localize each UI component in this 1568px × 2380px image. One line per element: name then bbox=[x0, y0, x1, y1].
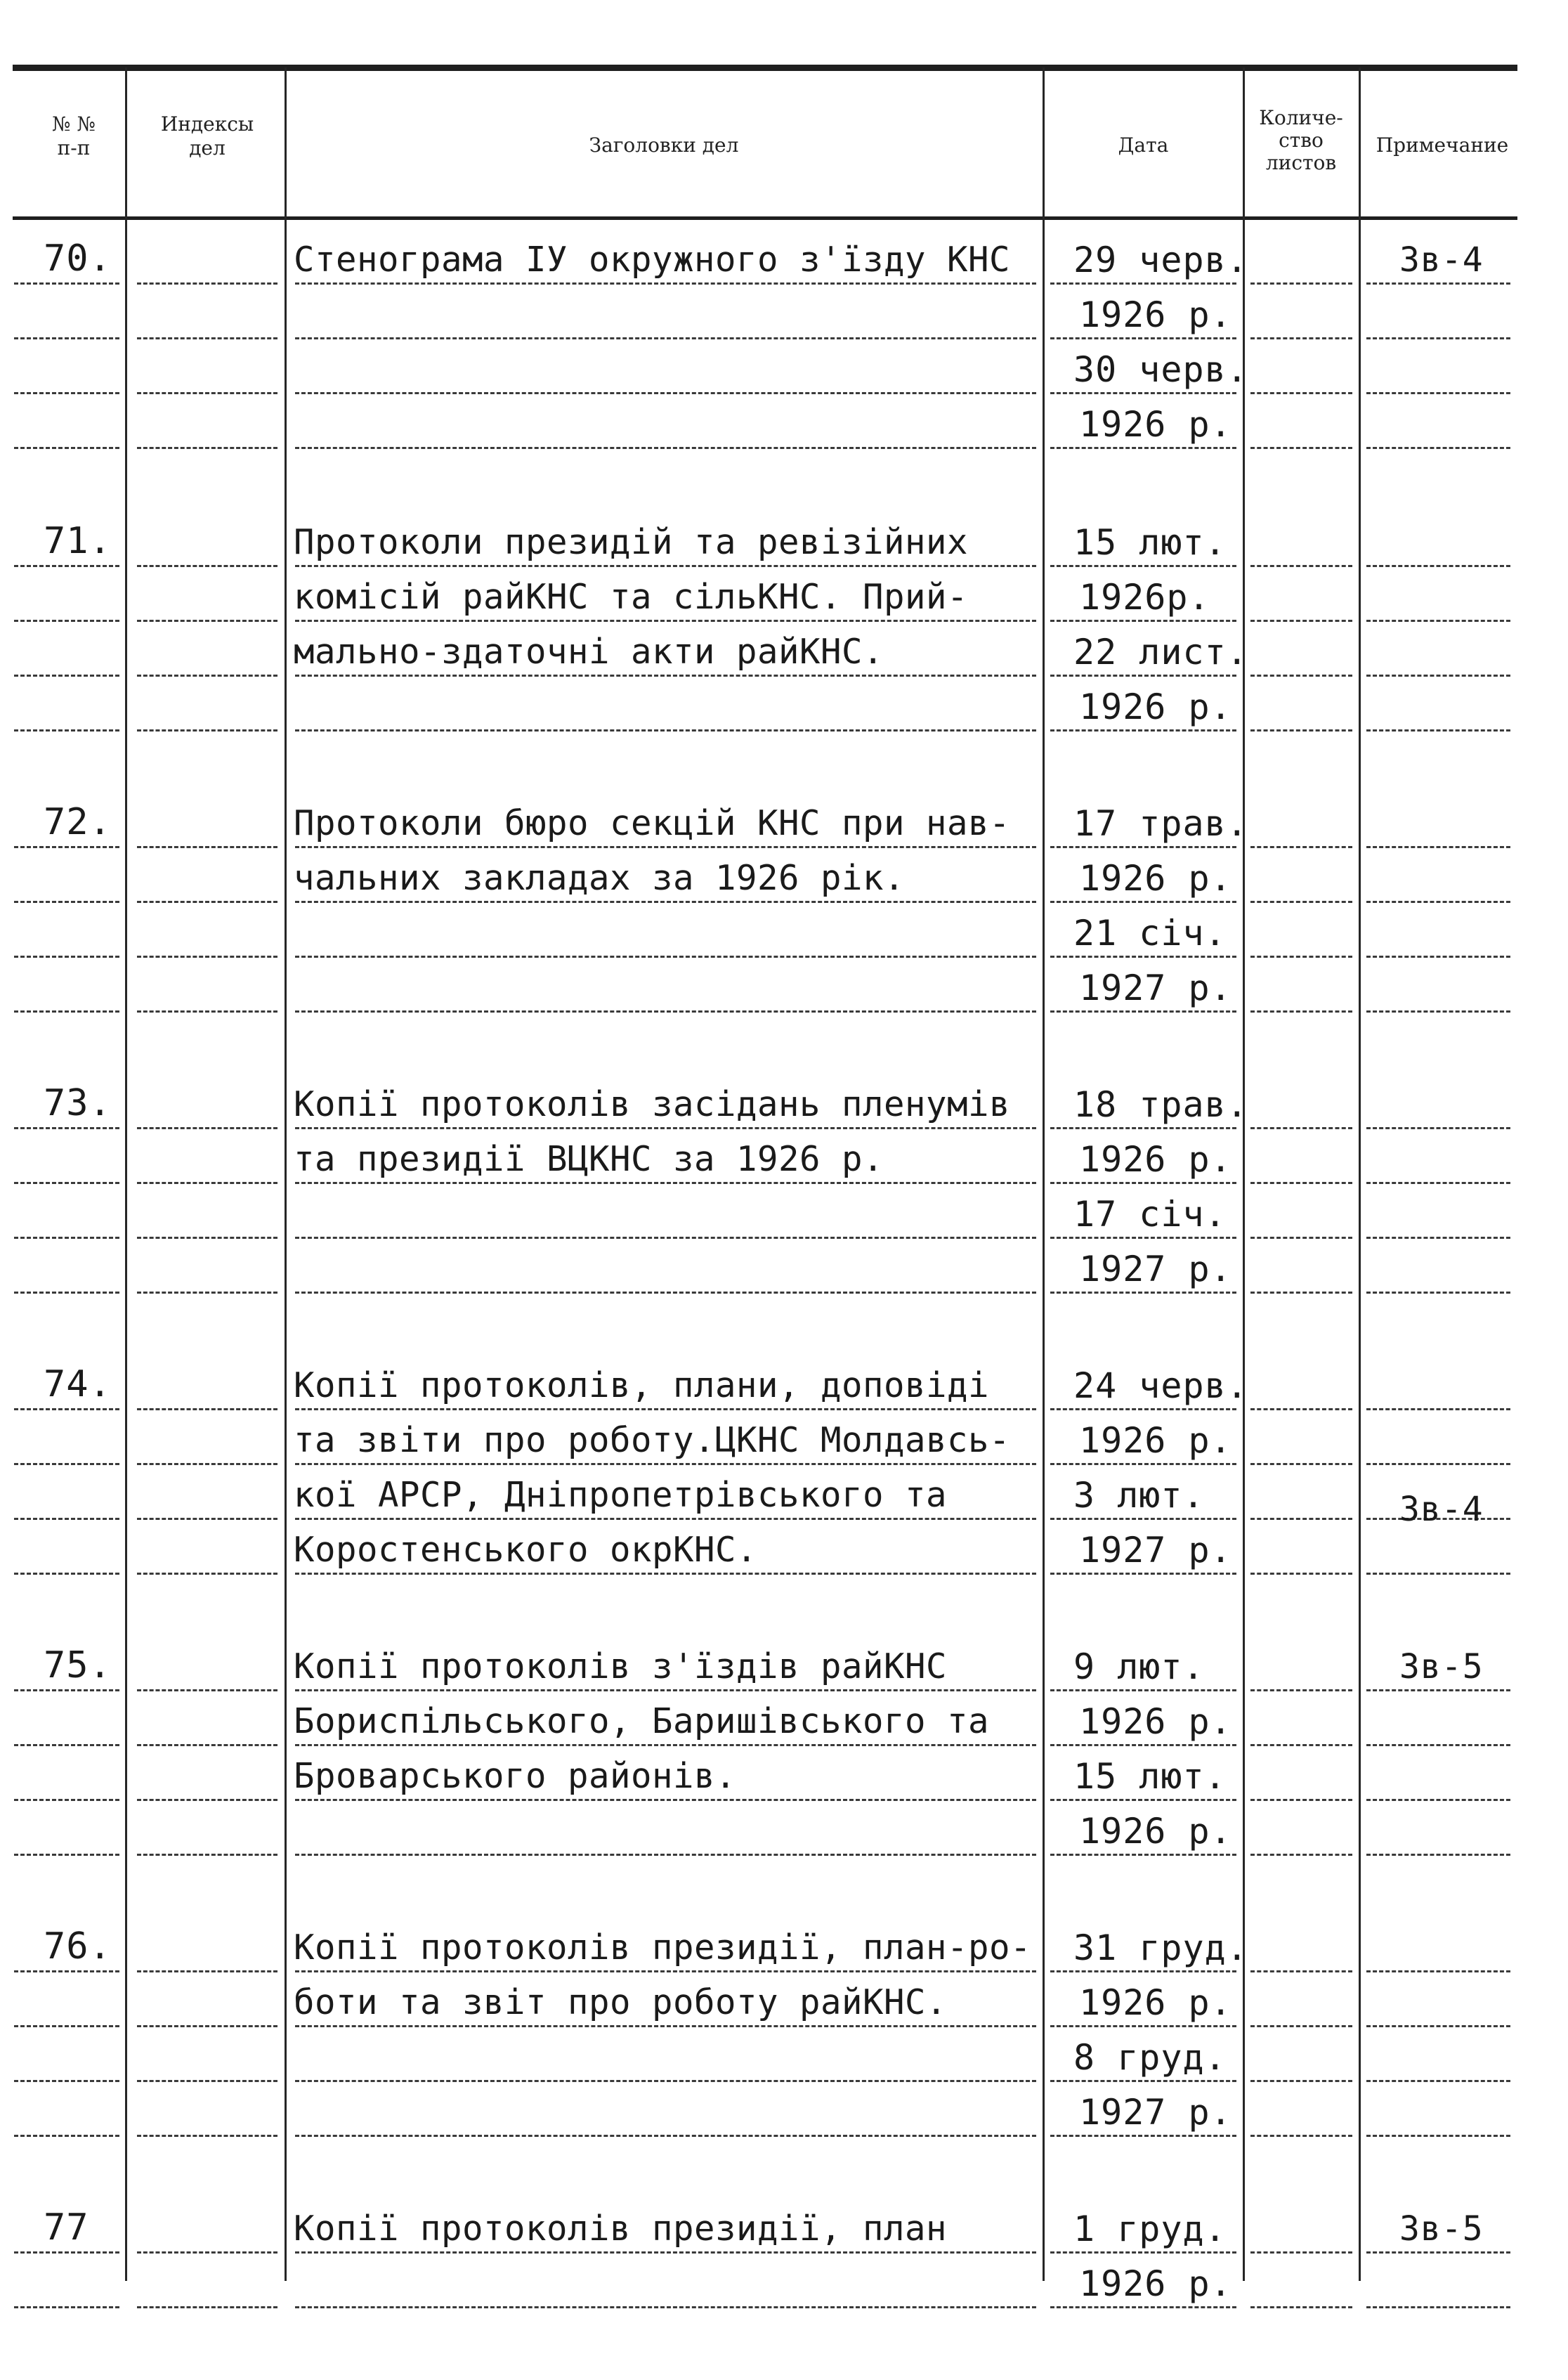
ruling-line bbox=[14, 2080, 119, 2082]
ruling-line bbox=[1366, 901, 1510, 903]
ruling-line bbox=[14, 1127, 119, 1129]
ruling-line bbox=[1250, 2135, 1352, 2137]
entry-date: 8 груд. bbox=[1073, 2037, 1227, 2078]
ruling-line bbox=[295, 2080, 1036, 2082]
entry-number: 71. bbox=[44, 520, 112, 562]
ruling-line bbox=[137, 2306, 277, 2308]
ruling-line bbox=[137, 392, 277, 394]
ruling-line bbox=[14, 1292, 119, 1294]
ruling-line bbox=[1250, 1408, 1352, 1410]
ruling-line bbox=[1250, 1010, 1352, 1013]
ruling-line bbox=[1366, 2306, 1510, 2308]
ruling-line bbox=[295, 901, 1036, 903]
ruling-line bbox=[295, 1744, 1036, 1746]
entry-title-line: Копії протоколів засідань пленумів bbox=[294, 1084, 1011, 1124]
header-col-no: № № п-п bbox=[52, 112, 96, 160]
entry-date: 1926р. bbox=[1079, 577, 1210, 618]
ruling-line bbox=[137, 956, 277, 958]
entry-title-line: Копії протоколів з'їздів райКНС bbox=[294, 1646, 948, 1686]
ruling-line bbox=[137, 337, 277, 339]
ruling-line bbox=[14, 1010, 119, 1013]
ruling-line bbox=[1366, 675, 1510, 677]
entry-date: 1927 р. bbox=[1079, 1249, 1232, 1289]
ruling-line bbox=[295, 2025, 1036, 2027]
ruling-line bbox=[137, 1292, 277, 1294]
ruling-line bbox=[1250, 392, 1352, 394]
ruling-line bbox=[137, 1689, 277, 1691]
ruling-line bbox=[1050, 2251, 1236, 2254]
ruling-line bbox=[1050, 1182, 1236, 1184]
header-col-date: Дата bbox=[1118, 134, 1169, 157]
entry-note: Зв-5 bbox=[1399, 1647, 1484, 1686]
entry-date: 30 черв. bbox=[1073, 349, 1248, 390]
ruling-line bbox=[295, 1689, 1036, 1691]
ruling-line bbox=[137, 1744, 277, 1746]
entry-title-line: Копії протоколів, плани, доповіді bbox=[294, 1365, 990, 1405]
ruling-line bbox=[1250, 729, 1352, 731]
entry-date: 1926 р. bbox=[1079, 1982, 1232, 2023]
ruling-line bbox=[137, 1970, 277, 1972]
ruling-line bbox=[14, 392, 119, 394]
ruling-line bbox=[1050, 1799, 1236, 1801]
ruling-line bbox=[1050, 337, 1236, 339]
ruling-line bbox=[1366, 282, 1510, 285]
ruling-line bbox=[1250, 1182, 1352, 1184]
ruling-line bbox=[1250, 2251, 1352, 2254]
entry-date: 24 черв. bbox=[1073, 1365, 1248, 1406]
ruling-line bbox=[1050, 1292, 1236, 1294]
entry-title-line: комісій райКНС та сільКНС. Прий- bbox=[294, 577, 969, 617]
ruling-line bbox=[1050, 1573, 1236, 1575]
ruling-line bbox=[295, 282, 1036, 285]
entry-title-line: Стенограма ІУ окружного з'їзду КНС bbox=[294, 240, 1011, 280]
entry-date: 1926 р. bbox=[1079, 1701, 1232, 1742]
ruling-line bbox=[295, 1573, 1036, 1575]
ruling-line bbox=[137, 2025, 277, 2027]
ruling-line bbox=[14, 1237, 119, 1239]
ruling-line bbox=[295, 729, 1036, 731]
ruling-line bbox=[295, 1854, 1036, 1856]
ruling-line bbox=[14, 1744, 119, 1746]
ruling-line bbox=[1250, 1799, 1352, 1801]
entry-date: 1926 р. bbox=[1079, 687, 1232, 727]
entry-title-line: Протоколи президій та ревізійних bbox=[294, 522, 969, 562]
ruling-line bbox=[1250, 1573, 1352, 1575]
ruling-line bbox=[295, 620, 1036, 622]
ruling-line bbox=[14, 1518, 119, 1520]
entry-title-line: Бориспільського, Баришівського та bbox=[294, 1701, 990, 1741]
ruling-line bbox=[137, 1182, 277, 1184]
entry-date: 17 трав. bbox=[1073, 803, 1248, 844]
ruling-line bbox=[1050, 447, 1236, 449]
ruling-line bbox=[1050, 1127, 1236, 1129]
entry-date: 21 січ. bbox=[1073, 913, 1227, 954]
ruling-line bbox=[295, 1127, 1036, 1129]
header-col-index: Индексы дел bbox=[160, 112, 254, 160]
entry-title-line: мально-здаточні акти райКНС. bbox=[294, 632, 884, 672]
ruling-line bbox=[295, 2306, 1036, 2308]
ruling-line bbox=[1366, 1127, 1510, 1129]
col-line-2 bbox=[285, 67, 287, 2281]
ruling-line bbox=[137, 565, 277, 567]
ruling-line bbox=[137, 2080, 277, 2082]
entry-date: 31 груд. bbox=[1073, 1927, 1248, 1968]
entry-date: 29 черв. bbox=[1073, 240, 1248, 280]
header-col-sheets: Количе- ство листов bbox=[1259, 106, 1343, 174]
ruling-line bbox=[1366, 447, 1510, 449]
header-bottom-border bbox=[13, 216, 1517, 220]
entry-date: 3 лют. bbox=[1073, 1475, 1205, 1516]
ruling-line bbox=[295, 1237, 1036, 1239]
ruling-line bbox=[295, 2135, 1036, 2137]
ruling-line bbox=[137, 620, 277, 622]
entry-date: 17 січ. bbox=[1073, 1194, 1227, 1235]
entry-title-line: чальних закладах за 1926 рік. bbox=[294, 858, 906, 898]
ruling-line bbox=[295, 565, 1036, 567]
ruling-line bbox=[137, 1463, 277, 1465]
entry-date: 1926 р. bbox=[1079, 1420, 1232, 1461]
entry-title-line: Копії протоколів президії, план-ро- bbox=[294, 1927, 1032, 1968]
ruling-line bbox=[1250, 337, 1352, 339]
ruling-line bbox=[1366, 337, 1510, 339]
ruling-line bbox=[1250, 901, 1352, 903]
ruling-line bbox=[1250, 2025, 1352, 2027]
entry-date: 15 лют. bbox=[1073, 1756, 1227, 1797]
ruling-line bbox=[137, 901, 277, 903]
ruling-line bbox=[14, 675, 119, 677]
ruling-line bbox=[1366, 392, 1510, 394]
entry-date: 1926 р. bbox=[1079, 294, 1232, 335]
entry-date: 1927 р. bbox=[1079, 968, 1232, 1008]
ruling-line bbox=[1050, 1970, 1236, 1972]
entry-number: 73. bbox=[44, 1082, 112, 1124]
entry-date: 1926 р. bbox=[1079, 1139, 1232, 1180]
ruling-line bbox=[1366, 729, 1510, 731]
ruling-line bbox=[1250, 675, 1352, 677]
ruling-line bbox=[1050, 2025, 1236, 2027]
ruling-line bbox=[1250, 2306, 1352, 2308]
ruling-line bbox=[14, 2025, 119, 2027]
col-line-5 bbox=[1359, 67, 1361, 2281]
ruling-line bbox=[1050, 1237, 1236, 1239]
ruling-line bbox=[295, 675, 1036, 677]
ruling-line bbox=[14, 846, 119, 848]
ruling-line bbox=[14, 447, 119, 449]
entry-number: 76. bbox=[44, 1925, 112, 1968]
header-col-note: Примечание bbox=[1376, 134, 1509, 157]
ruling-line bbox=[1050, 282, 1236, 285]
ruling-line bbox=[1050, 1010, 1236, 1013]
ruling-line bbox=[295, 1970, 1036, 1972]
ruling-line bbox=[1366, 565, 1510, 567]
entry-date: 9 лют. bbox=[1073, 1646, 1205, 1687]
ruling-line bbox=[137, 447, 277, 449]
ruling-line bbox=[1366, 1463, 1510, 1465]
ruling-line bbox=[295, 1182, 1036, 1184]
ruling-line bbox=[137, 1237, 277, 1239]
ruling-line bbox=[295, 2251, 1036, 2254]
ruling-line bbox=[1366, 1237, 1510, 1239]
ruling-line bbox=[295, 1408, 1036, 1410]
ruling-line bbox=[1250, 1854, 1352, 1856]
ruling-line bbox=[1050, 392, 1236, 394]
ruling-line bbox=[1366, 1689, 1510, 1691]
ruling-line bbox=[1250, 2080, 1352, 2082]
entry-title-line: Протоколи бюро секцій КНС при нав- bbox=[294, 803, 1011, 843]
ruling-line bbox=[1250, 1292, 1352, 1294]
ruling-line bbox=[1250, 846, 1352, 848]
ruling-line bbox=[295, 337, 1036, 339]
ruling-line bbox=[1250, 565, 1352, 567]
entry-date: 1 груд. bbox=[1073, 2209, 1227, 2249]
ruling-line bbox=[1366, 1854, 1510, 1856]
ruling-line bbox=[14, 1970, 119, 1972]
ruling-line bbox=[1250, 1463, 1352, 1465]
ruling-line bbox=[295, 1010, 1036, 1013]
col-line-1 bbox=[125, 67, 127, 2281]
ruling-line bbox=[1050, 956, 1236, 958]
ruling-line bbox=[14, 729, 119, 731]
ruling-line bbox=[14, 1799, 119, 1801]
ruling-line bbox=[137, 282, 277, 285]
ruling-line bbox=[14, 565, 119, 567]
ruling-line bbox=[295, 1292, 1036, 1294]
ruling-line bbox=[1050, 1463, 1236, 1465]
ruling-line bbox=[1366, 2251, 1510, 2254]
ruling-line bbox=[295, 1463, 1036, 1465]
ruling-line bbox=[1250, 447, 1352, 449]
ruling-line bbox=[14, 956, 119, 958]
ruling-line bbox=[14, 1854, 119, 1856]
ruling-line bbox=[1250, 1237, 1352, 1239]
ruling-line bbox=[14, 1689, 119, 1691]
ruling-line bbox=[1366, 1182, 1510, 1184]
ruling-line bbox=[1366, 2025, 1510, 2027]
entry-date: 22 лист. bbox=[1073, 632, 1248, 672]
ruling-line bbox=[295, 392, 1036, 394]
entry-date: 1926 р. bbox=[1079, 404, 1232, 445]
entry-date: 1927 р. bbox=[1079, 2092, 1232, 2133]
ruling-line bbox=[14, 620, 119, 622]
ruling-line bbox=[137, 1799, 277, 1801]
ruling-line bbox=[295, 1518, 1036, 1520]
ruling-line bbox=[295, 1799, 1036, 1801]
ruling-line bbox=[137, 1127, 277, 1129]
ruling-line bbox=[1250, 1689, 1352, 1691]
ruling-line bbox=[1050, 1854, 1236, 1856]
entry-number: 70. bbox=[44, 238, 112, 280]
entry-number: 72. bbox=[44, 801, 112, 843]
entry-title-line: Коростенського окрКНС. bbox=[294, 1530, 758, 1570]
ruling-line bbox=[1250, 1127, 1352, 1129]
ruling-line bbox=[1366, 2135, 1510, 2137]
ruling-line bbox=[14, 1182, 119, 1184]
ruling-line bbox=[1050, 2306, 1236, 2308]
entry-date: 15 лют. bbox=[1073, 522, 1227, 563]
ruling-line bbox=[1250, 1518, 1352, 1520]
entry-title-line: Копії протоколів президії, план bbox=[294, 2209, 948, 2249]
ruling-line bbox=[1250, 282, 1352, 285]
ruling-line bbox=[1366, 1744, 1510, 1746]
ruling-line bbox=[1366, 846, 1510, 848]
ruling-line bbox=[137, 846, 277, 848]
ruling-line bbox=[1050, 620, 1236, 622]
ruling-line bbox=[14, 2135, 119, 2137]
ruling-line bbox=[137, 1518, 277, 1520]
ruling-line bbox=[14, 901, 119, 903]
ruling-line bbox=[1366, 1970, 1510, 1972]
ruling-line bbox=[137, 1573, 277, 1575]
ruling-line bbox=[1050, 1744, 1236, 1746]
ruling-line bbox=[295, 846, 1036, 848]
ruling-line bbox=[14, 337, 119, 339]
entry-number: 75. bbox=[44, 1644, 112, 1686]
entry-title-line: та звіти про роботу.ЦКНС Молдавсь- bbox=[294, 1420, 1011, 1460]
ruling-line bbox=[1250, 620, 1352, 622]
col-line-3 bbox=[1043, 67, 1045, 2281]
ruling-line bbox=[1366, 1010, 1510, 1013]
ruling-line bbox=[14, 1573, 119, 1575]
ruling-line bbox=[137, 729, 277, 731]
entry-title-line: боти та звіт про роботу райКНС. bbox=[294, 1982, 948, 2022]
ruling-line bbox=[1050, 2135, 1236, 2137]
entry-title-line: та президії ВЦКНС за 1926 р. bbox=[294, 1139, 884, 1179]
ruling-line bbox=[14, 2251, 119, 2254]
ruling-line bbox=[1366, 956, 1510, 958]
ruling-line bbox=[137, 1408, 277, 1410]
ruling-line bbox=[1050, 565, 1236, 567]
entry-number: 74. bbox=[44, 1363, 112, 1405]
ruling-line bbox=[1366, 1408, 1510, 1410]
entry-date: 1927 р. bbox=[1079, 1530, 1232, 1571]
ruling-line bbox=[137, 1854, 277, 1856]
ruling-line bbox=[1366, 1799, 1510, 1801]
ruling-line bbox=[295, 447, 1036, 449]
ruling-line bbox=[1250, 1744, 1352, 1746]
entry-date: 18 трав. bbox=[1073, 1084, 1248, 1125]
entry-number: 77 bbox=[44, 2206, 89, 2249]
entry-note: Зв-4 bbox=[1399, 240, 1484, 280]
entry-date: 1926 р. bbox=[1079, 1811, 1232, 1852]
ruling-line bbox=[1050, 675, 1236, 677]
ruling-line bbox=[14, 2306, 119, 2308]
ruling-line bbox=[137, 2135, 277, 2137]
ruling-line bbox=[1050, 901, 1236, 903]
entry-date: 1926 р. bbox=[1079, 2263, 1232, 2304]
ruling-line bbox=[1050, 1518, 1236, 1520]
entry-title-line: Броварського районів. bbox=[294, 1756, 737, 1796]
entry-note: Зв-5 bbox=[1399, 2209, 1484, 2249]
entry-date: 1926 р. bbox=[1079, 858, 1232, 899]
ruling-line bbox=[1050, 729, 1236, 731]
ruling-line bbox=[137, 1010, 277, 1013]
entry-note: Зв-4 bbox=[1399, 1490, 1484, 1529]
header-col-title: Заголовки дел bbox=[589, 134, 739, 157]
ruling-line bbox=[1050, 846, 1236, 848]
ruling-line bbox=[1250, 1970, 1352, 1972]
ruling-line bbox=[14, 1463, 119, 1465]
ruling-line bbox=[1366, 1573, 1510, 1575]
ruling-line bbox=[1366, 620, 1510, 622]
ruling-line bbox=[14, 282, 119, 285]
ruling-line bbox=[137, 675, 277, 677]
ruling-line bbox=[295, 956, 1036, 958]
ruling-line bbox=[1050, 1408, 1236, 1410]
ruling-line bbox=[137, 2251, 277, 2254]
ruling-line bbox=[1250, 956, 1352, 958]
ruling-line bbox=[14, 1408, 119, 1410]
ruling-line bbox=[1366, 1292, 1510, 1294]
top-border bbox=[13, 65, 1517, 71]
ruling-line bbox=[1050, 1689, 1236, 1691]
ruling-line bbox=[1366, 2080, 1510, 2082]
entry-title-line: кої АРСР, Дніпропетрівського та bbox=[294, 1475, 948, 1515]
ruling-line bbox=[1050, 2080, 1236, 2082]
